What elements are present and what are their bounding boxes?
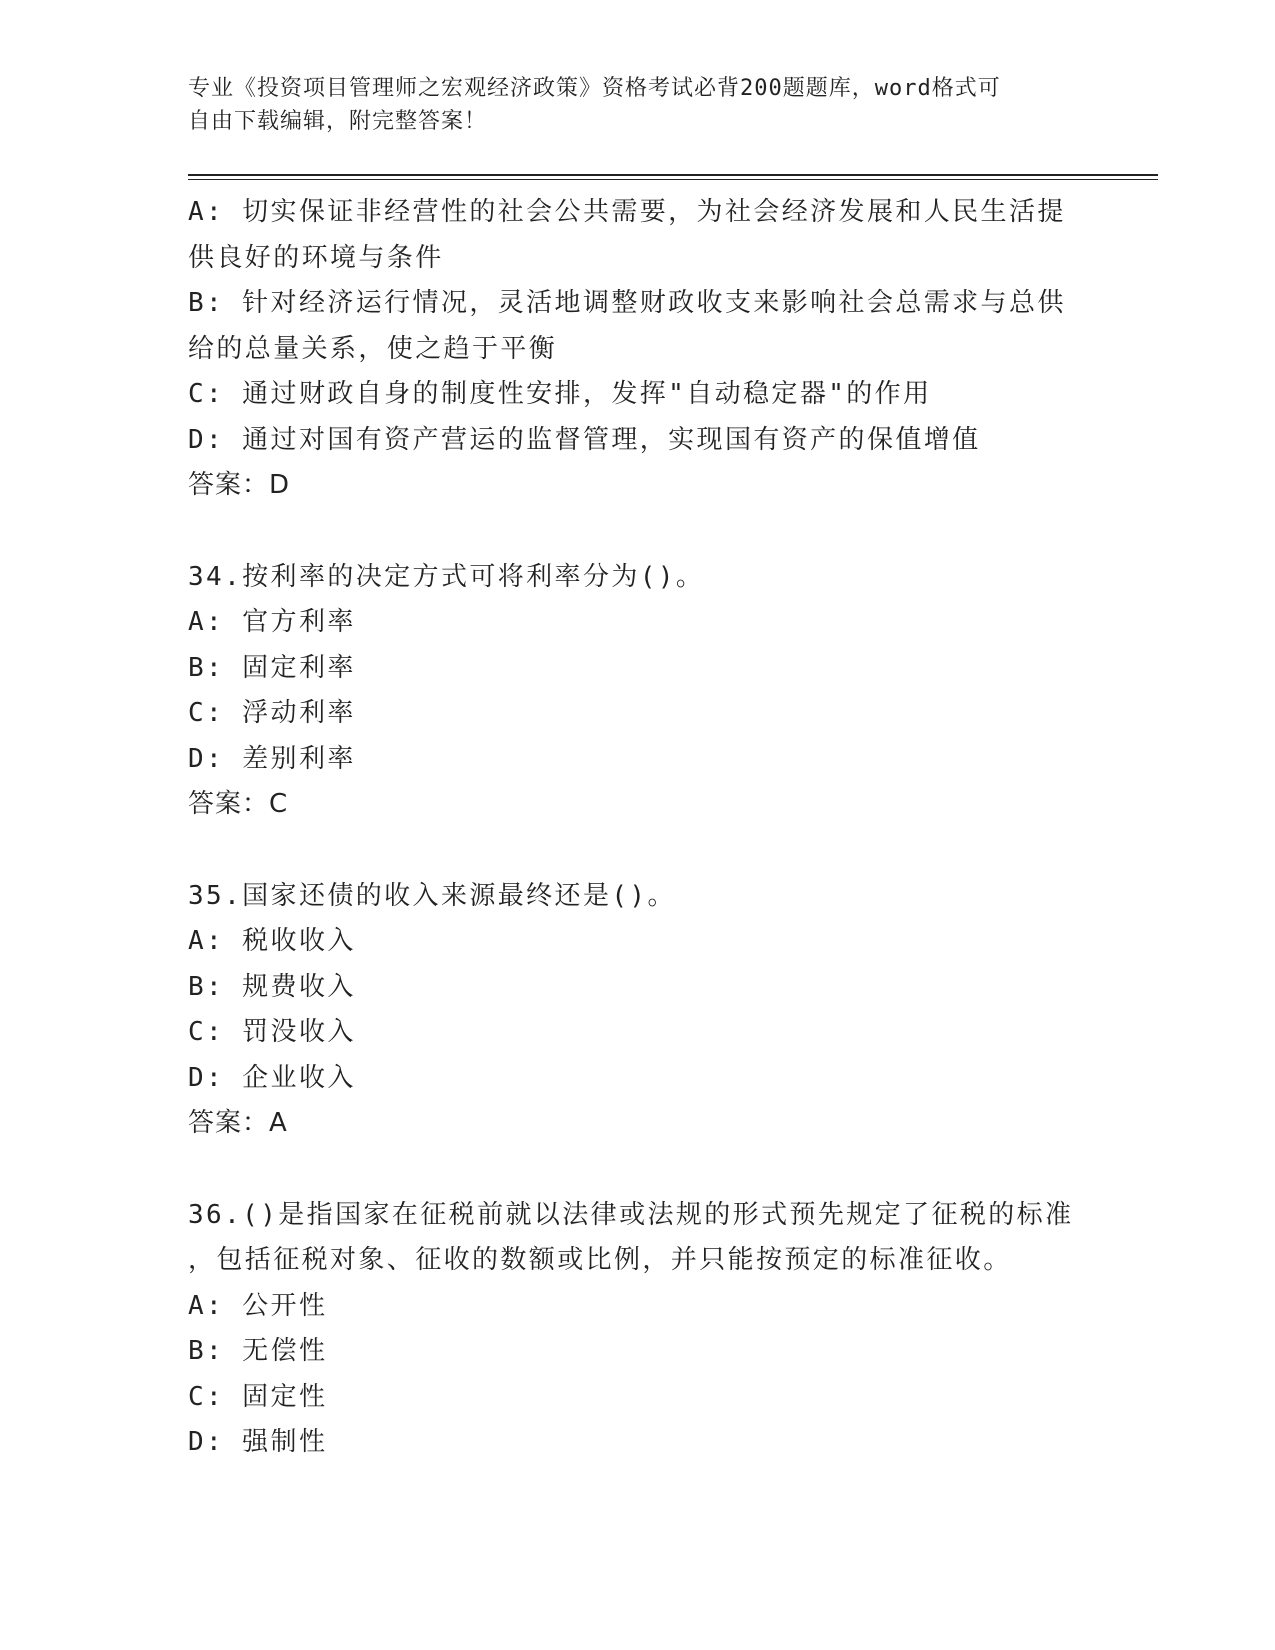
question-block-35 (188, 874, 1148, 1147)
question-stem: 36.()是指国家在征税前就以法律或法规的形式预先规定了征税的标准 (188, 1199, 1074, 1230)
header-line-2: 自由下载编辑，附完整答案！ (188, 109, 488, 134)
option-line: D: 差别利率 (188, 743, 356, 774)
option-line: B: 无偿性 (188, 1336, 328, 1366)
question-stem: ，包括征税对象、征收的数额或比例，并只能按预定的标准征收。 (188, 1245, 1012, 1275)
header-divider (188, 174, 1158, 180)
option-line: A: 切实保证非经营性的社会公共需要，为社会经济发展和人民生活提 (188, 197, 1066, 227)
answer-line: 答案：A (188, 1108, 288, 1138)
block-spacer (188, 1147, 1148, 1193)
option-line: A: 税收收入 (188, 926, 356, 956)
option-line: C: 固定性 (188, 1381, 328, 1412)
block-spacer (188, 509, 1148, 555)
option-line: A: 官方利率 (188, 607, 356, 637)
option-line: C: 罚没收入 (188, 1017, 356, 1047)
option-line: D: 通过对国有资产营运的监督管理，实现国有资产的保值增值 (188, 424, 981, 455)
question-block-36 (188, 1193, 1148, 1466)
option-line: 给的总量关系，使之趋于平衡 (188, 333, 558, 364)
option-line: D: 企业收入 (188, 1062, 356, 1093)
option-line: B: 固定利率 (188, 652, 356, 683)
option-line: B: 针对经济运行情况，灵活地调整财政收支来影响社会总需求与总供 (188, 288, 1066, 318)
option-line: C: 通过财政自身的制度性安排，发挥"自动稳定器"的作用 (188, 379, 932, 409)
question-stem: 35.国家还债的收入来源最终还是()。 (188, 880, 676, 911)
header-line-1: 专业《投资项目管理师之宏观经济政策》资格考试必背200题题库，word格式可 (188, 76, 1001, 101)
answer-line: 答案：C (188, 789, 289, 819)
option-line: 供良好的环境与条件 (188, 242, 444, 273)
question-stem: 34.按利率的决定方式可将利率分为()。 (188, 561, 705, 592)
document-page (188, 72, 1148, 1466)
option-line: D: 强制性 (188, 1427, 328, 1457)
option-line: C: 浮动利率 (188, 698, 356, 728)
option-line: B: 规费收入 (188, 971, 356, 1002)
document-header (188, 72, 1068, 138)
answer-line: 答案：D (188, 470, 291, 500)
block-spacer (188, 828, 1148, 874)
question-block-34 (188, 555, 1148, 828)
option-line: A: 公开性 (188, 1290, 328, 1321)
question-block-33 (188, 190, 1148, 509)
